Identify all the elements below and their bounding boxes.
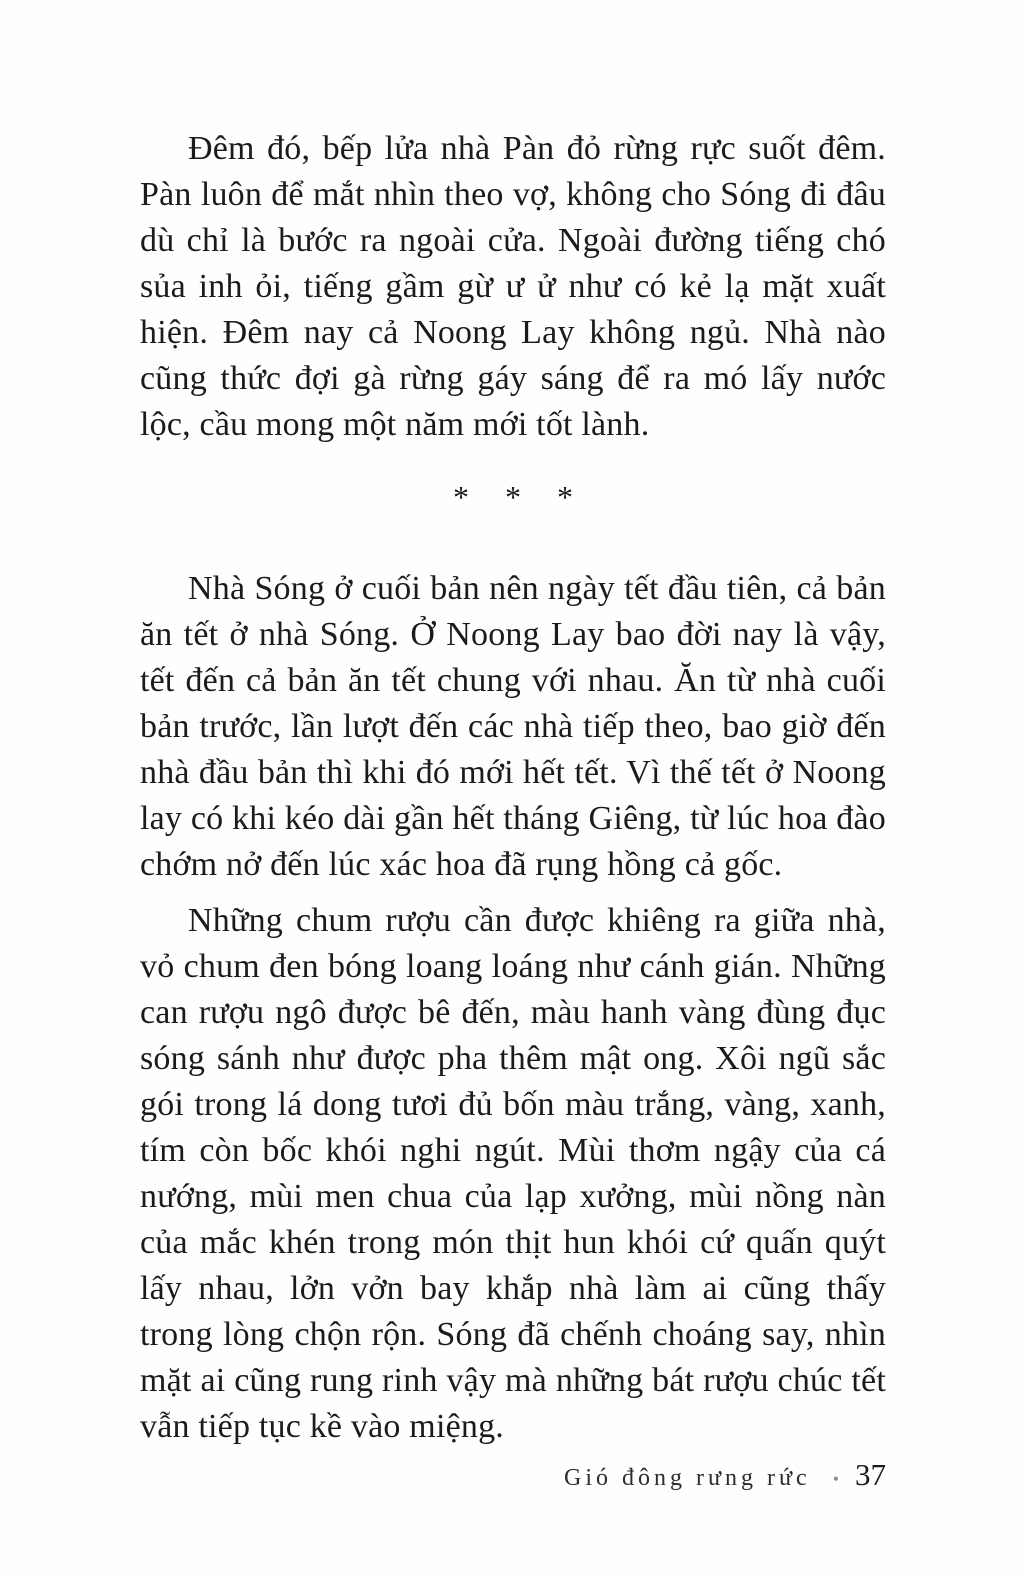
paragraph-2: Nhà Sóng ở cuối bản nên ngày tết đầu tiên, cả bản ăn tết ở nhà Sóng. Ở Noong Lay bao đời nay là vậy, tết đến cả bản ăn tết chung với nhau. Ăn từ nhà cuối bản trước, lần lượt đến các nhà tiếp theo, bao giờ đến nhà đầu bản thì khi đó mới hết tết. Vì thế tết ở Noong lay có khi kéo dài gần hết tháng Giêng, từ lúc hoa đào chớm nở đến lúc xác hoa đã rụng hồng cả gốc. bbox=[140, 570, 886, 883]
paragraph-3: Những chum rượu cần được khiêng ra giữa nhà, vỏ chum đen bóng loang loáng như cánh gián. Những can rượu ngô được bê đến, màu hanh vàng đùng đục sóng sánh như được pha thêm mật ong. Xôi ngũ sắc gói trong lá dong tươi đủ bốn màu trắng, vàng, xanh, tím còn bốc khói nghi ngút. Mùi thơm ngậy của cá nướng, mùi men chua của lạp xưởng, mùi nồng nàn của mắc khén trong món thịt hun khói cứ quấn quýt lấy nhau, lởn vởn bay khắp nhà làm ai cũng thấy trong lòng chộn rộn. Sóng đã chếnh choáng say, nhìn mặt ai cũng rung rinh vậy mà những bát rượu chúc tết vẫn tiếp tục kề vào miệng. bbox=[140, 902, 886, 1445]
page-text-block bbox=[140, 126, 886, 1450]
footer-bullet-icon: • bbox=[832, 1469, 839, 1489]
paragraph-1: Đêm đó, bếp lửa nhà Pàn đỏ rừng rực suốt đêm. Pàn luôn để mắt nhìn theo vợ, không cho Sóng đi đâu dù chỉ là bước ra ngoài cửa. Ngoài đường tiếng chó sủa inh ỏi, tiếng gầm gừ ư ử như có kẻ lạ mặt xuất hiện. Đêm nay cả Noong Lay không ngủ. Nhà nào cũng thức đợi gà rừng gáy sáng để ra mó lấy nước lộc, cầu mong một năm mới tốt lành. bbox=[140, 130, 886, 443]
page-number: 37 bbox=[855, 1457, 886, 1492]
running-title: Gió đông rưng rức bbox=[564, 1465, 811, 1491]
page-footer bbox=[564, 1457, 886, 1493]
section-separator: * * * bbox=[453, 479, 587, 515]
